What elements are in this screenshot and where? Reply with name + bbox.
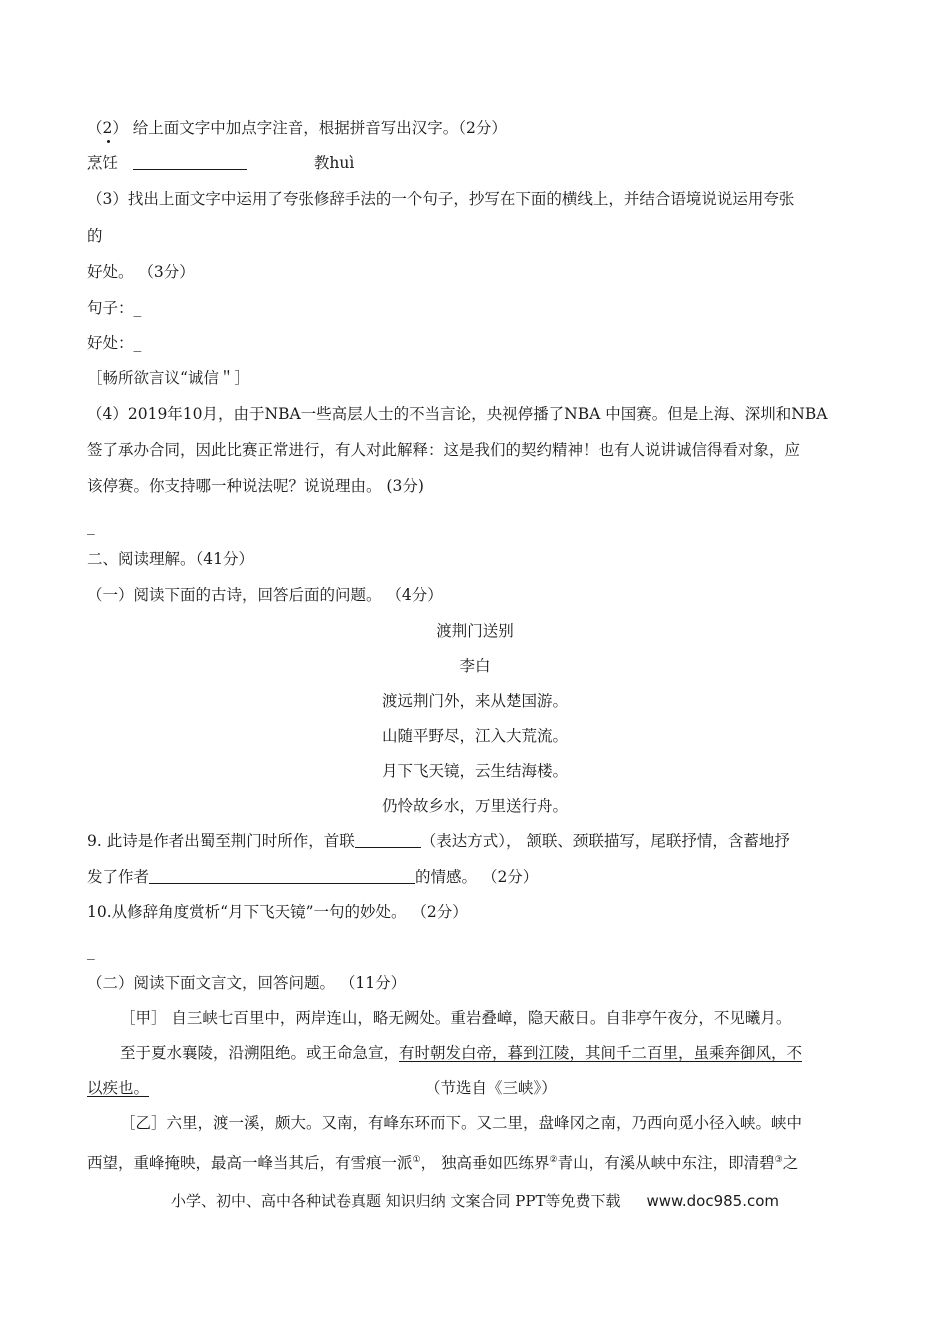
underlined-sentence: 以疾也。 <box>87 1079 150 1097</box>
q3-sentence-label[interactable]: 句子：_ <box>87 299 142 317</box>
footnote-marker: ② <box>549 1155 558 1165</box>
section-integrity-heading: ［畅所欲言议“诚信＂］ <box>87 369 250 387</box>
part2-sub1: （一）阅读下面的古诗，回答后面的问题。 （4分） <box>87 586 443 604</box>
q10-answer[interactable]: _ <box>87 942 95 960</box>
poem-line: 渡远荆门外，来从楚国游。 <box>381 692 568 710</box>
poem-line: 仍怜故乡水，万里送行舟。 <box>381 797 568 815</box>
q4-line2: 签了承办合同，因此比赛正常进行，有人对此解释：这是我们的契约精神！也有人说讲诚信得看对象，应 <box>87 441 801 459</box>
q2-word2: 教huì <box>313 154 355 172</box>
footer-url[interactable]: www.doc985.com <box>646 1192 780 1210</box>
q4-answer[interactable]: _ <box>87 517 95 535</box>
part2-heading: 二、阅读理解。（41分） <box>87 550 254 568</box>
footer <box>0 1190 950 1212</box>
q2-word1: 烹饪 <box>87 154 119 172</box>
yi-line1: ［乙］六里，渡一溪，颇大。又南，有峰东环而下。又二里，盘峰冈之南，乃西向觅小径入峡。峡中 <box>120 1114 803 1132</box>
jia-line3 <box>87 1077 149 1099</box>
poem-author: 李白 <box>459 657 491 675</box>
q3-prompt-line3: 好处。 （3分） <box>87 263 195 281</box>
footnote-marker: ① <box>412 1155 421 1165</box>
jia-line2: 至于夏水襄陵，沿溯阻绝。或王命急宣，有时朝发白帝，暮到江陵，其间千二百里，虽乘奔御风，不 <box>120 1044 803 1062</box>
footer-text: 小学、初中、高中各种试卷真题 知识归纳 文案合同 PPT等免费下载 <box>170 1192 621 1210</box>
q9-line2: 发了作者 的情感。 （2分） <box>87 868 539 886</box>
q9-line1: 9. 此诗是作者出蜀至荆门时所作，首联 （表达方式）， 颔联、颈联描写，尾联抒情，含蓄地抒 <box>87 832 790 850</box>
q3-prompt-line1: （3）找出上面文字中运用了夸张修辞手法的一个句子，抄写在下面的横线上，并结合语境说说运用夸张 <box>87 190 795 208</box>
q3-prompt-line2: 的 <box>87 227 103 245</box>
q4-line1: （4）2019年10月，由于NBA一些高层人士的不当言论，央视停播了NBA 中国赛。但是上海、深圳和NBA <box>87 405 828 423</box>
q2-blank1[interactable] <box>133 153 247 170</box>
jia-source: （节选自《三峡》） <box>425 1079 557 1097</box>
footnote-marker: ③ <box>774 1155 783 1165</box>
q9-blank1[interactable] <box>355 831 421 848</box>
poem-line: 山随平野尽，江入大荒流。 <box>381 727 568 745</box>
poem-line: 月下飞天镜，云生结海楼。 <box>381 762 568 780</box>
q9-blank2[interactable] <box>149 867 415 884</box>
q10-prompt: 10.从修辞角度赏析“月下飞天镜”一句的妙处。 （2分） <box>87 903 468 921</box>
classical-heading: （二）阅读下面文言文，回答问题。 （11分） <box>87 974 407 992</box>
q3-benefit-label[interactable]: 好处：_ <box>87 334 142 352</box>
jia-line1: ［甲］ 自三峡七百里中，两岸连山，略无阙处。重岩叠嶂，隐天蔽日。自非亭午夜分，不见曦月。 <box>120 1009 792 1027</box>
q2-prompt: （2） 给上面文字中加点字注音，根据拼音写出汉字。（2分） <box>87 119 507 137</box>
emphasis-dot <box>107 140 110 143</box>
poem-title: 渡荆门送别 <box>436 622 514 640</box>
underlined-sentence: 有时朝发白帝，暮到江陵，其间千二百里，虽乘奔御风，不 <box>399 1044 803 1062</box>
yi-line2: 西望，重峰掩映，最高一峰当其后，有雪痕一派①， 独高垂如匹练界②青山，有溪从峡中东注，即清碧③之 <box>87 1154 799 1173</box>
q4-line3: 该停赛。你支持哪一种说法呢？说说理由。 (3分) <box>87 477 424 495</box>
q2-answers <box>87 152 354 174</box>
